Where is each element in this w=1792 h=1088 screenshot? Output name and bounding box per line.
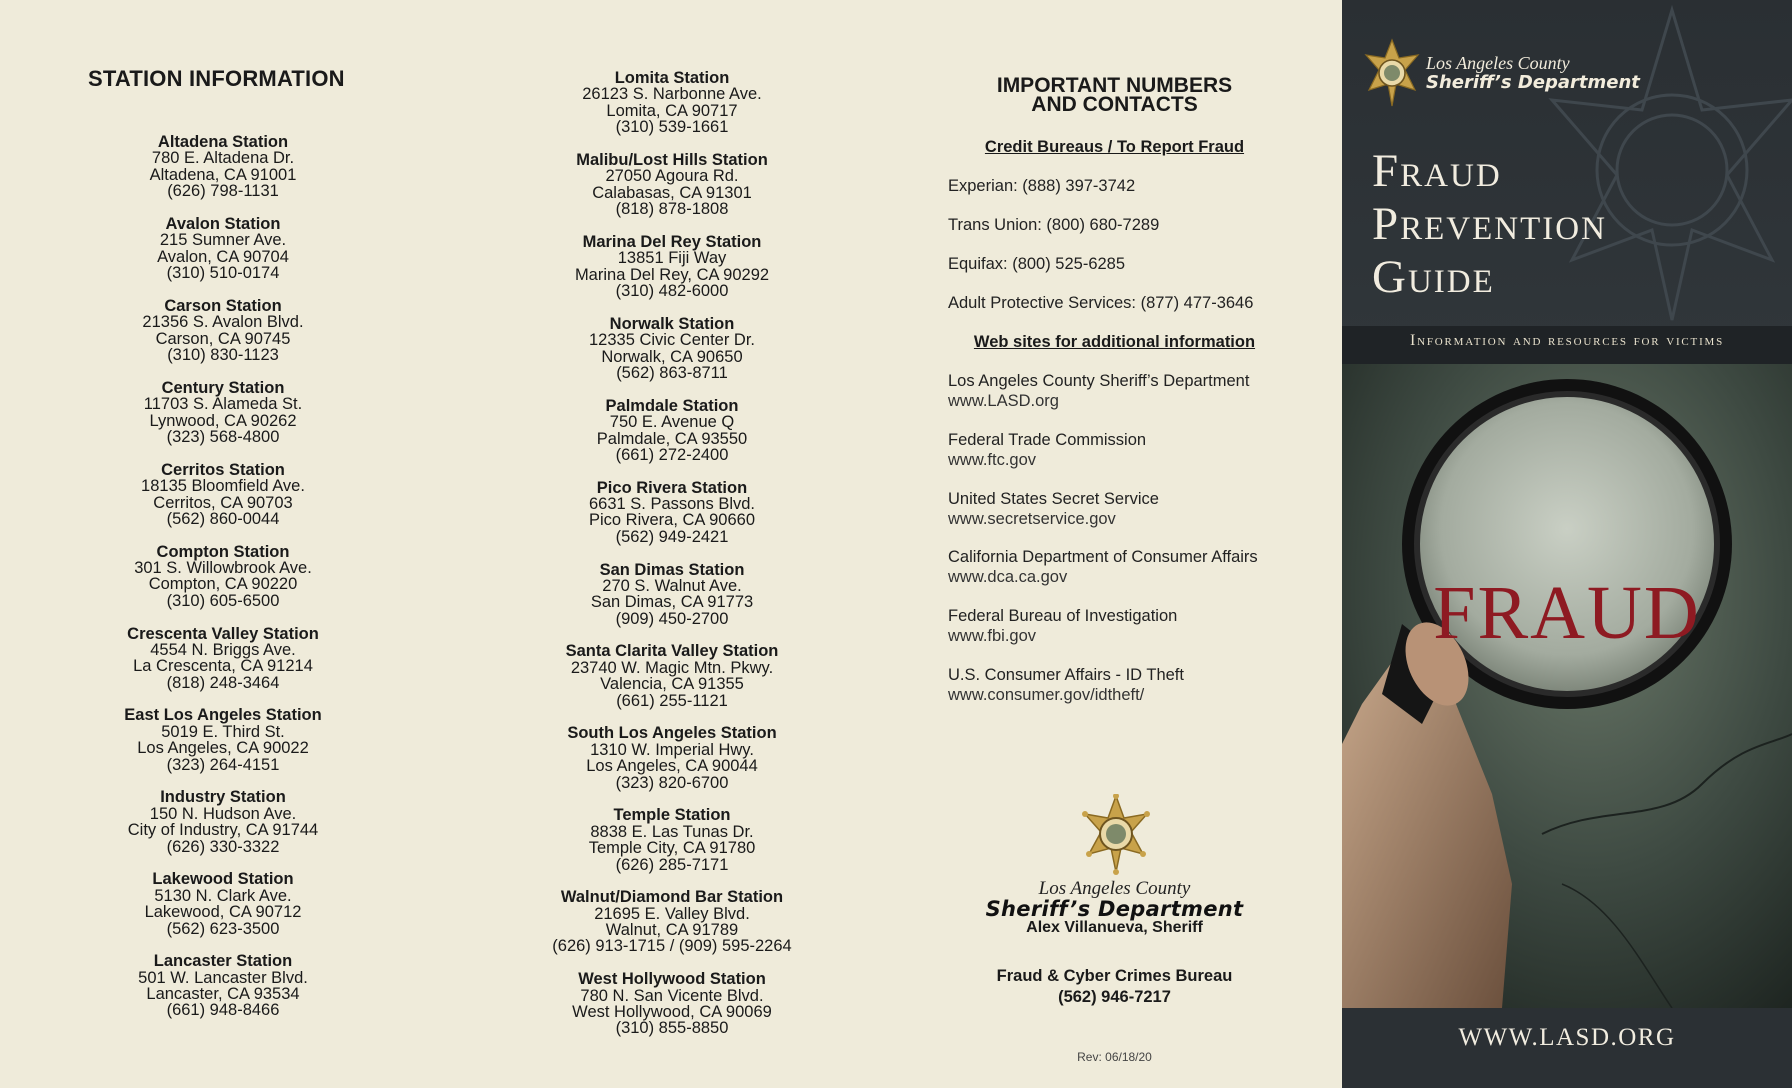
station-name: Norwalk Station xyxy=(609,314,735,333)
station-name: Palmdale Station xyxy=(605,396,739,415)
station-name: Lakewood Station xyxy=(152,870,294,889)
station-city: Calabasas, CA 91301 xyxy=(592,183,752,202)
website-url[interactable]: www.ftc.gov xyxy=(948,450,1037,469)
cover-county-name: Los Angeles County xyxy=(1426,53,1570,73)
station-name: Lomita Station xyxy=(614,69,730,87)
station-name: Altadena Station xyxy=(157,133,289,151)
station-city: Pico Rivera, CA 90660 xyxy=(588,511,755,530)
station-city: Carson, CA 90745 xyxy=(155,329,291,348)
station-entry xyxy=(527,643,817,709)
station-address: 750 E. Avenue Q xyxy=(609,413,735,432)
station-address: 8838 E. Las Tunas Dr. xyxy=(590,822,754,841)
website-lasd: Los Angeles County Sheriff’s Department www.LASD.org xyxy=(948,372,1250,410)
station-name: Compton Station xyxy=(156,542,290,561)
station-phone: (310) 605-6500 xyxy=(166,591,280,610)
station-entry xyxy=(527,316,817,382)
website-dca: California Department of Consumer Affairs www.dca.ca.gov xyxy=(948,548,1258,586)
bureau-contact: Fraud & Cyber Crimes Bureau (562) 946-7217 xyxy=(996,967,1233,1006)
station-address: 150 N. Hudson Ave. xyxy=(149,804,297,823)
station-phone: (323) 264-4151 xyxy=(166,755,280,774)
fraud-word: FRAUD xyxy=(1433,571,1701,655)
website-url[interactable]: www.secretservice.gov xyxy=(948,509,1116,528)
magnifying-glass-fraud-image xyxy=(1342,364,1792,1008)
credit-bureaus-heading: Credit Bureaus / To Report Fraud xyxy=(984,138,1245,156)
equifax-number: Equifax: (800) 525-6285 xyxy=(948,255,1126,273)
station-phone: (661) 948-8466 xyxy=(166,1001,280,1020)
station-name: Walnut/Diamond Bar Station xyxy=(560,888,784,907)
contacts-panel xyxy=(887,0,1342,1088)
station-phone: (562) 863-8711 xyxy=(616,363,728,382)
station-panel-left xyxy=(0,0,455,1088)
station-name: Avalon Station xyxy=(165,214,281,233)
station-city: West Hollywood, CA 90069 xyxy=(572,1002,772,1021)
transunion-number: Trans Union: (800) 680-7289 xyxy=(948,216,1160,234)
website-id-theft: U.S. Consumer Affairs - ID Theft www.consumer.gov/idtheft/ xyxy=(948,666,1184,704)
station-entry xyxy=(93,298,353,364)
station-city: Walnut, CA 91789 xyxy=(605,921,739,940)
station-address: 26123 S. Narbonne Ave. xyxy=(582,85,762,104)
station-entry xyxy=(93,216,353,282)
station-city: La Crescenta, CA 91214 xyxy=(133,657,313,676)
station-entry xyxy=(527,889,817,955)
station-city: Cerritos, CA 90703 xyxy=(153,493,293,512)
station-name: Cerritos Station xyxy=(161,460,285,479)
station-name: Carson Station xyxy=(164,296,282,315)
station-name: West Hollywood Station xyxy=(578,970,766,989)
station-entry xyxy=(93,626,353,692)
station-address: 13851 Fiji Way xyxy=(617,249,727,268)
website-fbi: Federal Bureau of Investigation www.fbi.gov xyxy=(948,607,1178,645)
station-list-middle xyxy=(527,70,817,1053)
contacts-title: IMPORTANT NUMBERS AND CONTACTS xyxy=(996,74,1233,116)
station-entry xyxy=(527,398,817,464)
station-phone: (310) 510-0174 xyxy=(166,264,280,283)
station-address: 270 S. Walnut Ave. xyxy=(602,576,742,595)
station-address: 12335 Civic Center Dr. xyxy=(589,331,755,350)
station-entry xyxy=(527,971,817,1037)
station-city: Los Angeles, CA 90044 xyxy=(586,757,758,776)
station-phone: (626) 285-7171 xyxy=(615,855,729,874)
adult-protective-number: Adult Protective Services: (877) 477-3646 xyxy=(948,294,1254,312)
station-phone: (562) 949-2421 xyxy=(615,527,729,546)
station-address: 215 Sumner Ave. xyxy=(159,231,287,250)
station-city: Palmdale, CA 93550 xyxy=(596,429,748,448)
website-ftc: Federal Trade Commission www.ftc.gov xyxy=(948,431,1147,469)
station-city: City of Industry, CA 91744 xyxy=(127,821,319,840)
station-phone: (323) 568-4800 xyxy=(166,427,280,446)
station-city: Lakewood, CA 90712 xyxy=(144,903,302,922)
station-entry xyxy=(93,380,353,446)
station-address: 5019 E. Third St. xyxy=(161,722,285,741)
sheriff-name: Alex Villanueva, Sheriff xyxy=(1026,919,1203,936)
station-info-heading: STATION INFORMATION xyxy=(88,66,345,91)
sheriff-star-logo-icon xyxy=(1362,38,1422,108)
station-entry xyxy=(93,953,353,1019)
sheriff-star-icon xyxy=(1081,794,1151,876)
cover-panel xyxy=(1342,0,1792,1088)
station-address: 501 W. Lancaster Blvd. xyxy=(138,968,308,987)
station-phone: (626) 330-3322 xyxy=(166,837,280,856)
station-address: 780 N. San Vicente Blvd. xyxy=(580,986,764,1005)
station-name: Industry Station xyxy=(160,788,286,807)
website-secret-service: United States Secret Service www.secretservice.gov xyxy=(948,490,1159,528)
station-entry xyxy=(93,462,353,528)
station-address: 21695 E. Valley Blvd. xyxy=(594,904,750,923)
station-address: 4554 N. Briggs Ave. xyxy=(150,640,296,659)
station-phone: (626) 913-1715 / (909) 595-2264 xyxy=(552,937,792,956)
station-entry xyxy=(527,562,817,628)
station-city: Norwalk, CA 90650 xyxy=(601,347,743,366)
station-city: Altadena, CA 91001 xyxy=(149,165,297,184)
revision-date: Rev: 06/18/20 xyxy=(1077,1050,1152,1064)
station-phone: (310) 855-8850 xyxy=(615,1019,729,1038)
footer-logo-text xyxy=(887,878,1342,937)
station-entry xyxy=(93,134,353,200)
station-address: 21356 S. Avalon Blvd. xyxy=(142,313,304,332)
websites-heading: Web sites for additional information xyxy=(973,333,1256,351)
station-city: Los Angeles, CA 90022 xyxy=(137,739,309,758)
station-address: 301 S. Willowbrook Ave. xyxy=(134,559,312,578)
station-address: 780 E. Altadena Dr. xyxy=(151,149,295,168)
station-address: 6631 S. Passons Blvd. xyxy=(588,495,755,514)
station-address: 11703 S. Alameda St. xyxy=(143,395,303,414)
station-phone: (562) 623-3500 xyxy=(166,919,280,938)
station-name: Lancaster Station xyxy=(153,952,293,971)
station-entry xyxy=(527,70,817,136)
station-city: Lancaster, CA 93534 xyxy=(146,985,300,1004)
station-city: Avalon, CA 90704 xyxy=(157,247,289,266)
station-address: 27050 Agoura Rd. xyxy=(605,167,739,186)
station-phone: (310) 539-1661 xyxy=(615,118,729,137)
station-phone: (323) 820-6700 xyxy=(615,773,729,792)
station-city: Lomita, CA 90717 xyxy=(606,101,738,120)
website-url[interactable]: www.LASD.org xyxy=(948,391,1059,410)
station-entry xyxy=(527,234,817,300)
station-name: East Los Angeles Station xyxy=(124,706,322,725)
website-url[interactable]: www.dca.ca.gov xyxy=(948,567,1068,586)
station-phone: (909) 450-2700 xyxy=(615,609,729,628)
station-panel-middle xyxy=(455,0,887,1088)
station-name: Santa Clarita Valley Station xyxy=(565,642,779,661)
department-name: Sheriff’s Department xyxy=(985,897,1244,921)
station-city: Temple City, CA 91780 xyxy=(588,839,756,858)
station-name: Marina Del Rey Station xyxy=(582,232,762,251)
station-phone: (818) 248-3464 xyxy=(166,673,280,692)
station-name: Malibu/Lost Hills Station xyxy=(576,150,768,169)
experian-number: Experian: (888) 397-3742 xyxy=(948,177,1136,195)
station-name: Century Station xyxy=(161,378,285,397)
cover-website[interactable]: WWW.LASD.ORG xyxy=(1458,1024,1676,1051)
station-entry xyxy=(527,480,817,546)
station-entry xyxy=(93,871,353,937)
station-entry xyxy=(527,725,817,791)
station-phone: (626) 798-1131 xyxy=(167,182,279,201)
station-name: Pico Rivera Station xyxy=(596,478,748,497)
station-name: San Dimas Station xyxy=(599,560,745,579)
website-url[interactable]: www.fbi.gov xyxy=(948,626,1037,645)
station-phone: (310) 830-1123 xyxy=(167,346,279,365)
station-city: Compton, CA 90220 xyxy=(148,575,298,594)
station-list-left xyxy=(93,134,353,1035)
cover-title: Fraud Prevention Guide xyxy=(1372,145,1607,303)
station-name: South Los Angeles Station xyxy=(567,724,777,743)
station-name: Crescenta Valley Station xyxy=(127,624,319,643)
station-city: San Dimas, CA 91773 xyxy=(590,593,754,612)
station-city: Marina Del Rey, CA 90292 xyxy=(574,265,770,284)
website-url[interactable]: www.consumer.gov/idtheft/ xyxy=(948,685,1145,704)
station-entry xyxy=(93,789,353,855)
station-city: Lynwood, CA 90262 xyxy=(149,411,297,430)
station-city: Valencia, CA 91355 xyxy=(600,675,744,694)
station-phone: (310) 482-6000 xyxy=(615,282,729,301)
station-entry xyxy=(527,152,817,218)
station-address: 18135 Bloomfield Ave. xyxy=(141,477,305,496)
station-name: Temple Station xyxy=(613,806,731,825)
station-phone: (661) 255-1121 xyxy=(616,691,728,710)
county-name: Los Angeles County xyxy=(1038,878,1191,899)
station-phone: (562) 860-0044 xyxy=(166,509,280,528)
station-address: 23740 W. Magic Mtn. Pkwy. xyxy=(570,658,774,677)
station-address: 1310 W. Imperial Hwy. xyxy=(590,740,754,759)
station-entry xyxy=(93,544,353,610)
station-entry xyxy=(93,707,353,773)
station-phone: (661) 272-2400 xyxy=(615,445,729,464)
station-entry xyxy=(527,807,817,873)
station-address: 5130 N. Clark Ave. xyxy=(154,886,292,905)
cover-department-name: Sheriff’s Department xyxy=(1426,72,1640,93)
cover-tagline: Information and resources for victims xyxy=(1409,332,1725,349)
station-phone: (818) 878-1808 xyxy=(615,200,729,219)
